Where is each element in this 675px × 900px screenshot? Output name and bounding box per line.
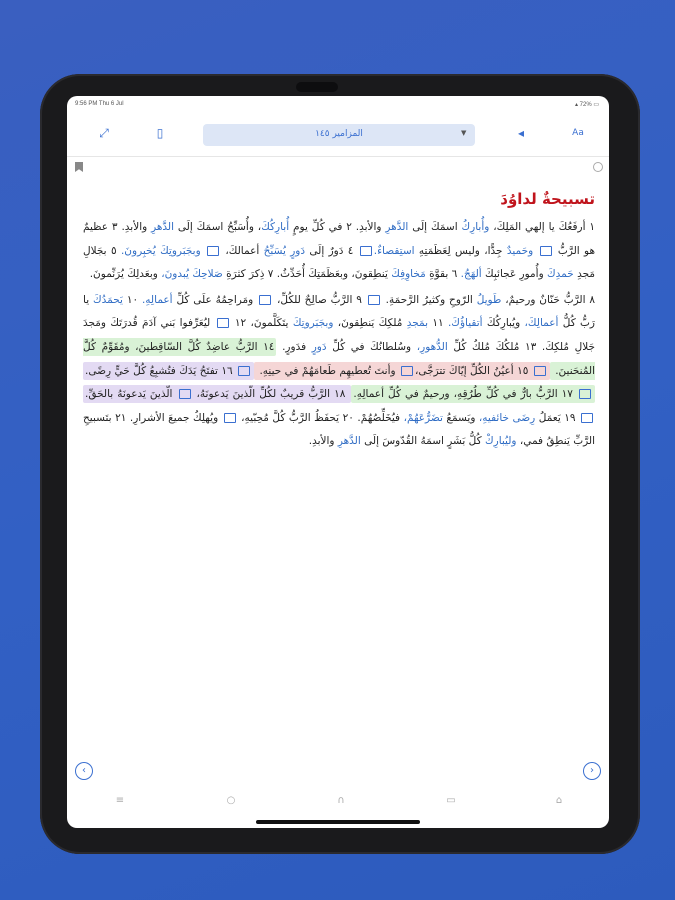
book-chapter-selector[interactable] (203, 124, 475, 146)
status-bar (67, 96, 609, 112)
bookmark-icon[interactable] (75, 162, 83, 172)
home-icon[interactable]: ⌂ (555, 795, 563, 806)
note-icon[interactable] (259, 295, 271, 305)
chat-icon[interactable]: ○ (226, 795, 236, 806)
book-open-icon[interactable]: ▭ (446, 795, 456, 806)
note-icon[interactable] (179, 389, 191, 399)
highlight-purple-verse18[interactable]: ١٨ الرَّبُّ قريبٌ لكُلِّ الّذينَ يَدعونَهُ، الّذينَ يَدعونَهُ بالحَقِّ. (83, 385, 351, 403)
note-icon[interactable] (224, 413, 236, 423)
toolbar (67, 116, 609, 152)
status-battery: ▴ 72% ▭ (574, 102, 599, 108)
expand-icon[interactable]: ⤢ (99, 126, 109, 140)
note-icon[interactable] (360, 246, 372, 256)
chevron-left-icon[interactable]: ‹ (75, 762, 93, 780)
bottom-tab-bar (67, 786, 609, 816)
note-icon[interactable] (540, 246, 552, 256)
circle-icon[interactable] (593, 162, 603, 172)
note-icon[interactable] (534, 366, 546, 376)
app-screen (67, 96, 609, 828)
highlight-purple-verse16[interactable]: ١٦ تفتَحُ يَدَكَ فتُشبِعُ كُلَّ حَيٍّ رِضًى. (83, 362, 254, 380)
note-icon[interactable] (579, 389, 591, 399)
note-icon[interactable] (217, 318, 229, 328)
camera (296, 82, 338, 92)
status-time: 9:56 PM Thu 6 Jul (75, 101, 124, 107)
chevron-right-icon[interactable]: › (583, 762, 601, 780)
text-size-button[interactable]: Aa (572, 128, 584, 138)
toolbar-divider (67, 156, 609, 157)
chapter-text (83, 184, 595, 456)
menu-icon[interactable]: ≡ (115, 795, 125, 806)
note-icon[interactable] (581, 413, 593, 423)
chevron-down-icon: ▼ (461, 129, 467, 137)
note-icon[interactable] (238, 366, 250, 376)
home-indicator (256, 820, 420, 824)
chapter-title: تسبيحةٌ لداوُدَ (500, 190, 595, 208)
note-icon[interactable] (401, 366, 413, 376)
selector-label: المزامير ١٤٥ (315, 129, 363, 139)
highlight-green-verse17[interactable]: ١٧ الرَّبُّ بارٌّ في كُلِّ طُرُقِهِ، ورحيمٌ في كُلِّ أعمالِهِ. (351, 385, 595, 403)
note-icon[interactable] (207, 246, 219, 256)
speaker-icon[interactable]: ◂ (517, 126, 525, 140)
paragraph-2: ٨ الرَّبُّ حَنّانٌ ورحيمٌ، طَويلُ الرّوحِ وكثيرُ الرَّحمَةِ. ٩ الرَّبُّ صالِحٌ للكُلِّ، ومَراحِمُهُ علَى كُلِّ أعمالِهِ. ١٠ يَحمَدُكَ يا رَبُّ كُلُّ أعمالِكَ، ويُبارِكُكَ أتقياؤُكَ. ١١ بمَجدِ مُلكِكَ يَنطِقونَ، وبجَبَروتِكَ يتَكَلَّمونَ، ١٢ ليُعَرِّفوا بَني آدَمَ قُدرَتَكَ ومَجدَ جَلالِ مُلكِكَ. ١٣ مُلكُكَ مُلكُ كُلِّ الدُّهورِ، وسُلطانُكَ في كُلِّ دَورٍ فدَورٍ. ١٤ الرَّبُّ عاضِدٌ كُلَّ السّاقِطينَ، ومُقَوِّمٌ كُلَّ المُنحَنينَ. ١٥ أعيُنُ الكُلِّ إيّاكَ تترَجَّى، وأنتَ تُعطيهِم طَعامَهُمْ في حينِهِ. ١٦ تفتَحُ يَدَكَ فتُشبِعُ كُلَّ حَيٍّ رِضًى. ١٧ الرَّبُّ بارٌّ في كُلِّ طُرُقِهِ، ورحيمٌ في كُلِّ أعمالِهِ. ١٨ الرَّبُّ قريبٌ لكُلِّ الّذينَ يَدعونَهُ، الّذينَ يَدعونَهُ بالحَقِّ. ١٩ يَعمَلُ رِضَى خائفيهِ، ويَسمَعُ تضَرُّعَهُمْ، فيُخَلِّصُهُمْ. ٢٠ يَحفَظُ الرَّبُّ كُلَّ مُحِبّيهِ، ويُهلِكُ جميعَ الأشرارِ. ٢١ بتَسبيحِ الرَّبِّ يَنطِقُ فمي، وليُبارِكْ كُلُّ بَشَرٍ اسمَهُ القُدّوسَ إلَى الدَّهرِ والأبدِ. (83, 293, 596, 448)
paragraph-1: ١ أرفَعُكَ يا إلهي المَلِكَ، وأُبارِكُ اسمَكَ إلَى الدَّهرِ والأبدِ. ٢ في كُلِّ يومٍ أُبارِكُكَ، وأُسَبِّحُ اسمَكَ إلَى الدَّهرِ والأبدِ. ٣ عظيمٌ هو الرَّبُّ وحَميدٌ جِدًّا، وليس لِعَظَمَتِهِ استِقصاءٌ. ٤ دَورٌ إلَى دَورٍ يُسَبِّحُ أعمالكَ، وبجَبَروتِكَ يُخبِرونَ. ٥ بجَلالِ مَجدِ حَمدِكَ وأُمورِ عَجائبِكَ ألهَجُ. ٦ بقوَّةِ مَخاوِفِكَ يَنطِقونَ، وبعَظَمَتِكَ أُحَدِّثُ. ٧ ذِكرَ كثرَةِ صَلاحِكَ يُبدونَ، وبعَدلِكَ يُرَنِّمونَ. (83, 221, 596, 281)
highlight-green-verse14[interactable]: ١٤ الرَّبُّ عاضِدٌ كُلَّ السّاقِطينَ، ومُقَوِّمٌ كُلَّ المُنحَنينَ. (83, 338, 595, 380)
highlight-red-verse15[interactable]: ١٥ أعيُنُ الكُلِّ إيّاكَ تترَجَّى، وأنتَ تُعطيهِم طَعامَهُمْ في حينِهِ. (254, 362, 550, 380)
note-icon[interactable] (368, 295, 380, 305)
headphones-icon[interactable]: ∩ (337, 795, 345, 806)
book-icon[interactable]: ▯ (156, 126, 164, 140)
